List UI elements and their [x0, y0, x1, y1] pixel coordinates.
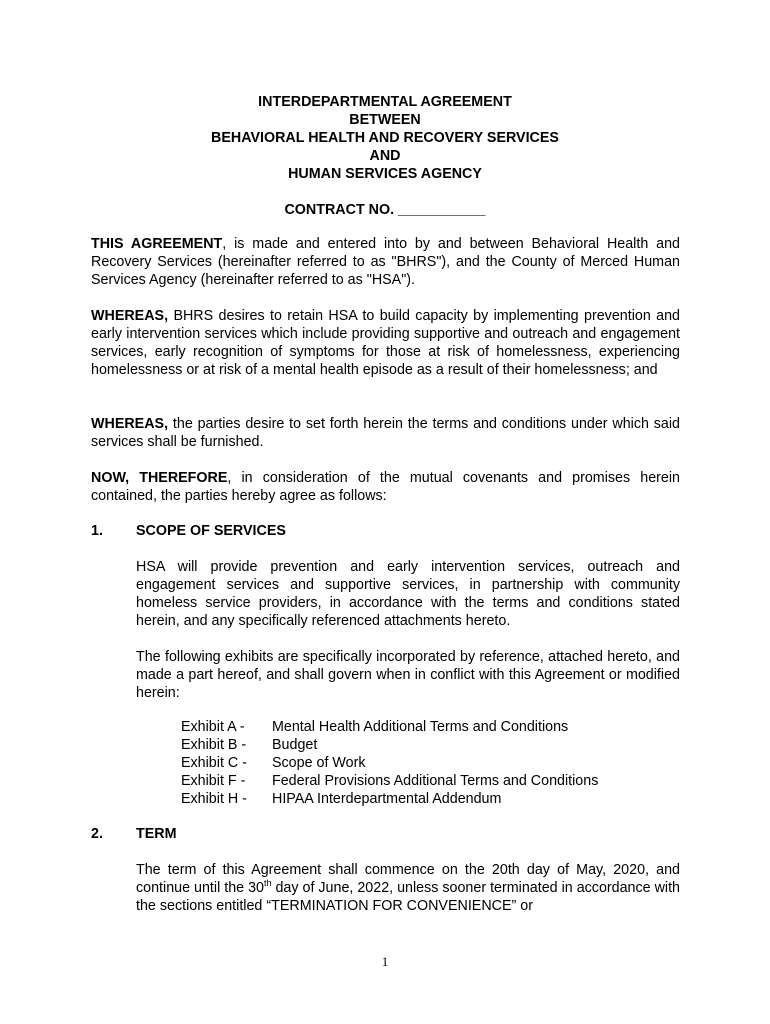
section-title: TERM	[136, 826, 177, 842]
exhibit-label: Exhibit A -	[181, 719, 245, 735]
whereas-paragraph-1	[91, 307, 680, 379]
section-title: SCOPE OF SERVICES	[136, 523, 286, 539]
exhibit-label: Exhibit B -	[181, 737, 247, 753]
title-line: HUMAN SERVICES AGENCY	[288, 166, 482, 182]
intro-lead: THIS AGREEMENT	[91, 236, 223, 252]
list-item	[181, 790, 598, 808]
exhibit-label: Exhibit H -	[181, 791, 247, 807]
list-item	[181, 718, 598, 736]
whereas-text: BHRS desires to retain HSA to build capacity by implementing prevention and early intervention services which include providing supportive and outreach and engagement services, early recognition of symptoms for those at risk of homelessness, experiencing homelessness or at risk of a mental health episode as a result of their homelessness; and	[91, 308, 680, 378]
document-title	[0, 93, 770, 183]
page-number: 1	[381, 954, 389, 969]
section-1-heading	[91, 522, 286, 540]
list-item	[181, 754, 598, 772]
section-number: 1.	[91, 523, 103, 539]
title-line: BETWEEN	[349, 112, 421, 128]
intro-text: , is made and entered into by and between Behavioral Health and Recovery Services (hereinafter referred to as "BHRS"), and the County of Merced Human Services Agency (hereinafter referred to as "HSA").	[91, 236, 680, 288]
exhibit-description: Budget	[272, 737, 318, 753]
title-line: INTERDEPARTMENTAL AGREEMENT	[258, 94, 512, 110]
whereas-paragraph-2	[91, 415, 680, 451]
exhibit-description: Federal Provisions Additional Terms and Conditions	[272, 773, 599, 789]
ordinal-suffix: th	[263, 878, 272, 889]
exhibit-label: Exhibit F -	[181, 773, 246, 789]
list-item	[181, 736, 598, 754]
section-2-heading	[91, 825, 177, 843]
section-number: 2.	[91, 826, 103, 842]
whereas-text: the parties desire to set forth herein the terms and conditions under which said services shall be furnished.	[91, 416, 680, 450]
now-therefore-lead: NOW, THEREFORE	[91, 470, 228, 486]
title-line: AND	[369, 148, 401, 164]
whereas-lead: WHEREAS,	[91, 308, 169, 324]
intro-paragraph	[91, 235, 680, 289]
now-therefore-paragraph	[91, 469, 680, 505]
scope-paragraph: HSA will provide prevention and early intervention services, outreach and engagement services and supportive services, in partnership with community homeless service providers, in accordance with the terms and conditions stated herein, and any specifically referenced attachments hereto.	[136, 559, 680, 629]
term-paragraph	[136, 861, 680, 915]
title-line: BEHAVIORAL HEALTH AND RECOVERY SERVICES	[211, 130, 559, 146]
exhibit-description: Scope of Work	[272, 755, 366, 771]
exhibit-label: Exhibit C -	[181, 755, 247, 771]
exhibits-intro-paragraph: The following exhibits are specifically incorporated by reference, attached hereto, and made a part hereof, and shall govern when in conflict with this Agreement or modified herein:	[136, 649, 680, 701]
term-text-start: The term of this Agreement shall commence on the 20th day of May, 2020, and continue until the 30	[136, 862, 680, 896]
exhibit-description: Mental Health Additional Terms and Conditions	[272, 719, 569, 735]
term-text-end: day of June, 2022, unless sooner terminated in accordance with the sections entitled “TERMINATION FOR CONVENIENCE” or	[136, 880, 681, 914]
contract-number: CONTRACT NO. ___________	[284, 202, 486, 218]
now-therefore-text: , in consideration of the mutual covenants and promises herein contained, the parties hereby agree as follows:	[91, 470, 680, 504]
list-item	[181, 772, 598, 790]
exhibit-description: HIPAA Interdepartmental Addendum	[272, 791, 502, 807]
exhibit-list	[181, 718, 598, 808]
whereas-lead: WHEREAS,	[91, 416, 169, 432]
